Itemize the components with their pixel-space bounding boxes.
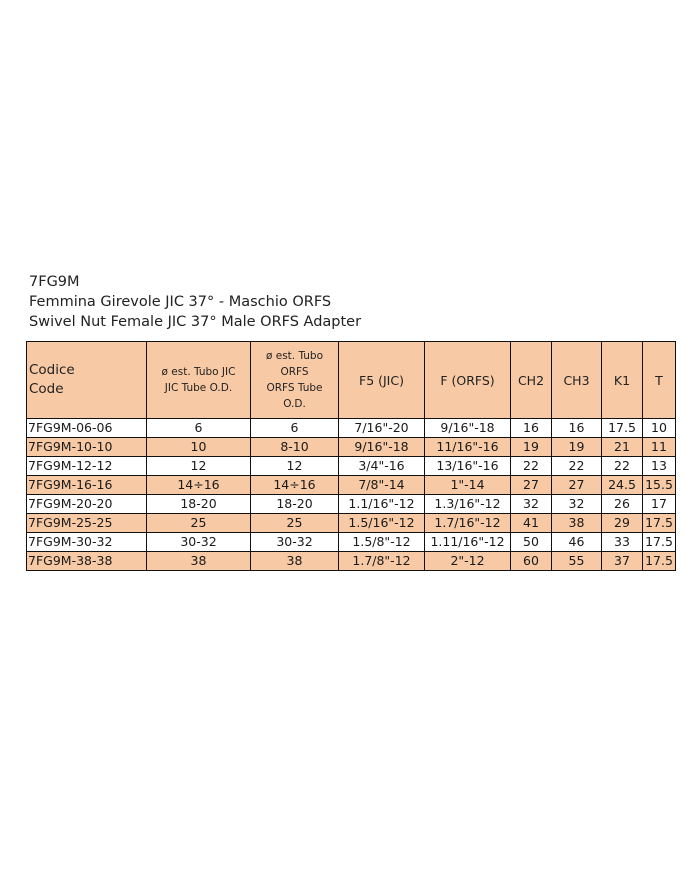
cell-f: 11/16"-16	[425, 438, 511, 457]
cell-tube-jic: 6	[147, 419, 251, 438]
tube-orfs-label-it-2: ORFS	[280, 366, 309, 378]
cell-k1: 33	[602, 533, 643, 552]
cell-f: 1.11/16"-12	[425, 533, 511, 552]
cell-ch2: 50	[511, 533, 552, 552]
cell-f5: 7/16"-20	[339, 419, 425, 438]
cell-ch3: 32	[552, 495, 602, 514]
table-row	[27, 419, 676, 438]
cell-tube-jic: 10	[147, 438, 251, 457]
cell-tube-jic: 18-20	[147, 495, 251, 514]
table-row	[27, 533, 676, 552]
product-title-italian: Femmina Girevole JIC 37° - Maschio ORFS	[29, 294, 332, 310]
cell-f5: 7/8"-14	[339, 476, 425, 495]
cell-ch3: 38	[552, 514, 602, 533]
spec-table-header	[27, 342, 676, 419]
cell-t: 11	[643, 438, 676, 457]
cell-k1: 37	[602, 552, 643, 571]
cell-t: 17.5	[643, 533, 676, 552]
cell-ch3: 27	[552, 476, 602, 495]
cell-ch2: 22	[511, 457, 552, 476]
tube-orfs-label-it-1: ø est. Tubo	[265, 350, 324, 362]
cell-code: 7FG9M-25-25	[27, 514, 147, 533]
cell-k1: 17.5	[602, 419, 643, 438]
cell-ch3: 46	[552, 533, 602, 552]
column-header-f: F (ORFS)	[425, 342, 511, 419]
table-row	[27, 552, 676, 571]
cell-ch3: 22	[552, 457, 602, 476]
cell-ch2: 41	[511, 514, 552, 533]
cell-tube-orfs: 38	[251, 552, 339, 571]
cell-f5: 1.1/16"-12	[339, 495, 425, 514]
cell-t: 17	[643, 495, 676, 514]
tube-orfs-label-en-2: O.D.	[283, 398, 306, 410]
cell-ch2: 16	[511, 419, 552, 438]
cell-code: 7FG9M-10-10	[27, 438, 147, 457]
spec-table-body	[27, 419, 676, 571]
cell-code: 7FG9M-12-12	[27, 457, 147, 476]
table-row	[27, 514, 676, 533]
cell-code: 7FG9M-06-06	[27, 419, 147, 438]
cell-f: 9/16"-18	[425, 419, 511, 438]
product-code-title: 7FG9M	[29, 274, 80, 290]
cell-f: 1.3/16"-12	[425, 495, 511, 514]
product-heading	[29, 272, 361, 332]
column-header-code	[27, 342, 147, 419]
cell-f5: 1.5/16"-12	[339, 514, 425, 533]
cell-k1: 26	[602, 495, 643, 514]
cell-f: 13/16"-16	[425, 457, 511, 476]
cell-code: 7FG9M-20-20	[27, 495, 147, 514]
cell-tube-orfs: 18-20	[251, 495, 339, 514]
cell-ch2: 32	[511, 495, 552, 514]
cell-ch3: 19	[552, 438, 602, 457]
cell-k1: 22	[602, 457, 643, 476]
spec-table	[26, 341, 676, 571]
tube-jic-label-en: JIC Tube O.D.	[164, 382, 233, 394]
cell-t: 17.5	[643, 514, 676, 533]
table-row	[27, 476, 676, 495]
cell-f5: 1.5/8"-12	[339, 533, 425, 552]
table-row	[27, 495, 676, 514]
cell-tube-jic: 14÷16	[147, 476, 251, 495]
column-header-f5: F5 (JIC)	[339, 342, 425, 419]
cell-f: 1"-14	[425, 476, 511, 495]
column-header-tube-jic	[147, 342, 251, 419]
cell-f5: 9/16"-18	[339, 438, 425, 457]
cell-tube-orfs: 30-32	[251, 533, 339, 552]
cell-tube-orfs: 14÷16	[251, 476, 339, 495]
table-row	[27, 438, 676, 457]
cell-t: 10	[643, 419, 676, 438]
cell-f5: 3/4"-16	[339, 457, 425, 476]
column-header-ch3: CH3	[552, 342, 602, 419]
cell-k1: 21	[602, 438, 643, 457]
cell-t: 17.5	[643, 552, 676, 571]
cell-tube-orfs: 12	[251, 457, 339, 476]
cell-tube-jic: 38	[147, 552, 251, 571]
cell-ch2: 60	[511, 552, 552, 571]
cell-tube-jic: 30-32	[147, 533, 251, 552]
cell-code: 7FG9M-16-16	[27, 476, 147, 495]
cell-f: 1.7/16"-12	[425, 514, 511, 533]
cell-code: 7FG9M-30-32	[27, 533, 147, 552]
cell-f: 2"-12	[425, 552, 511, 571]
tube-orfs-label-en-1: ORFS Tube	[266, 382, 323, 394]
header-row	[27, 342, 676, 419]
cell-ch3: 55	[552, 552, 602, 571]
cell-tube-jic: 25	[147, 514, 251, 533]
cell-k1: 29	[602, 514, 643, 533]
code-label-en: Code	[29, 381, 64, 397]
cell-tube-orfs: 8-10	[251, 438, 339, 457]
column-header-t: T	[643, 342, 676, 419]
cell-t: 15.5	[643, 476, 676, 495]
cell-k1: 24.5	[602, 476, 643, 495]
column-header-tube-orfs	[251, 342, 339, 419]
tube-jic-label-it: ø est. Tubo JIC	[161, 366, 236, 378]
cell-tube-orfs: 25	[251, 514, 339, 533]
code-label-it: Codice	[29, 362, 75, 378]
cell-ch2: 27	[511, 476, 552, 495]
cell-f5: 1.7/8"-12	[339, 552, 425, 571]
column-header-ch2: CH2	[511, 342, 552, 419]
cell-tube-jic: 12	[147, 457, 251, 476]
cell-ch2: 19	[511, 438, 552, 457]
cell-ch3: 16	[552, 419, 602, 438]
column-header-k1: K1	[602, 342, 643, 419]
cell-t: 13	[643, 457, 676, 476]
table-row	[27, 457, 676, 476]
cell-tube-orfs: 6	[251, 419, 339, 438]
product-title-english: Swivel Nut Female JIC 37° Male ORFS Adapter	[29, 314, 362, 330]
cell-code: 7FG9M-38-38	[27, 552, 147, 571]
